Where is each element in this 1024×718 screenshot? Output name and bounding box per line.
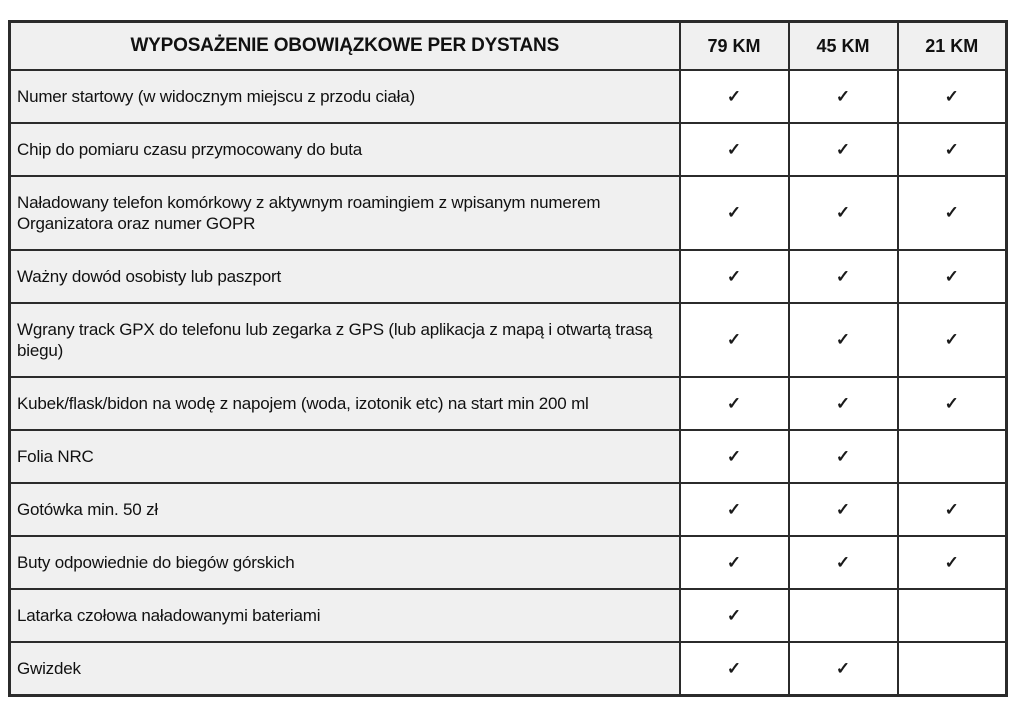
row-label: Kubek/flask/bidon na wodę z napojem (woda, izotonik etc) na start min 200 ml [10,377,680,430]
check-icon: ✓ [789,483,898,536]
table-row [10,536,1007,589]
equipment-table [8,20,1008,697]
check-icon: ✓ [680,589,789,642]
table-row [10,483,1007,536]
row-label: Ważny dowód osobisty lub paszport [10,250,680,303]
table-row [10,430,1007,483]
check-icon: ✓ [789,377,898,430]
table-row [10,250,1007,303]
table-row [10,70,1007,123]
column-header-21km: 21 KM [898,22,1007,71]
check-icon: ✓ [789,430,898,483]
check-icon: ✓ [680,642,789,696]
check-icon: ✓ [789,303,898,377]
check-icon: ✓ [898,70,1007,123]
row-label: Buty odpowiednie do biegów górskich [10,536,680,589]
table-row [10,176,1007,250]
table-row [10,303,1007,377]
check-icon: ✓ [680,483,789,536]
row-label: Gwizdek [10,642,680,696]
table-title: WYPOSAŻENIE OBOWIĄZKOWE PER DYSTANS [10,22,680,71]
check-icon: ✓ [898,176,1007,250]
row-label: Naładowany telefon komórkowy z aktywnym roamingiem z wpisanym numerem Organizatora oraz numer GOPR [10,176,680,250]
check-icon: ✓ [789,176,898,250]
column-header-79km: 79 KM [680,22,789,71]
check-icon: ✓ [789,250,898,303]
check-icon: ✓ [680,250,789,303]
row-label: Wgrany track GPX do telefonu lub zegarka z GPS (lub aplikacja z mapą i otwartą trasą biegu) [10,303,680,377]
check-icon: ✓ [789,123,898,176]
check-icon: ✓ [680,303,789,377]
check-icon: ✓ [898,483,1007,536]
table-row [10,123,1007,176]
check-icon: ✓ [789,536,898,589]
check-icon: ✓ [680,123,789,176]
table-row [10,377,1007,430]
header-row [10,22,1007,71]
check-icon: ✓ [680,176,789,250]
empty-cell [898,642,1007,696]
row-label: Chip do pomiaru czasu przymocowany do buta [10,123,680,176]
check-icon: ✓ [898,123,1007,176]
row-label: Folia NRC [10,430,680,483]
check-icon: ✓ [680,536,789,589]
row-label: Gotówka min. 50 zł [10,483,680,536]
check-icon: ✓ [680,430,789,483]
check-icon: ✓ [680,70,789,123]
empty-cell [898,589,1007,642]
row-label: Numer startowy (w widocznym miejscu z przodu ciała) [10,70,680,123]
check-icon: ✓ [789,642,898,696]
empty-cell [789,589,898,642]
empty-cell [898,430,1007,483]
column-header-45km: 45 KM [789,22,898,71]
check-icon: ✓ [898,536,1007,589]
check-icon: ✓ [680,377,789,430]
table-row [10,642,1007,696]
table-row [10,589,1007,642]
check-icon: ✓ [789,70,898,123]
check-icon: ✓ [898,250,1007,303]
check-icon: ✓ [898,377,1007,430]
row-label: Latarka czołowa naładowanymi bateriami [10,589,680,642]
table-body [10,70,1007,696]
check-icon: ✓ [898,303,1007,377]
